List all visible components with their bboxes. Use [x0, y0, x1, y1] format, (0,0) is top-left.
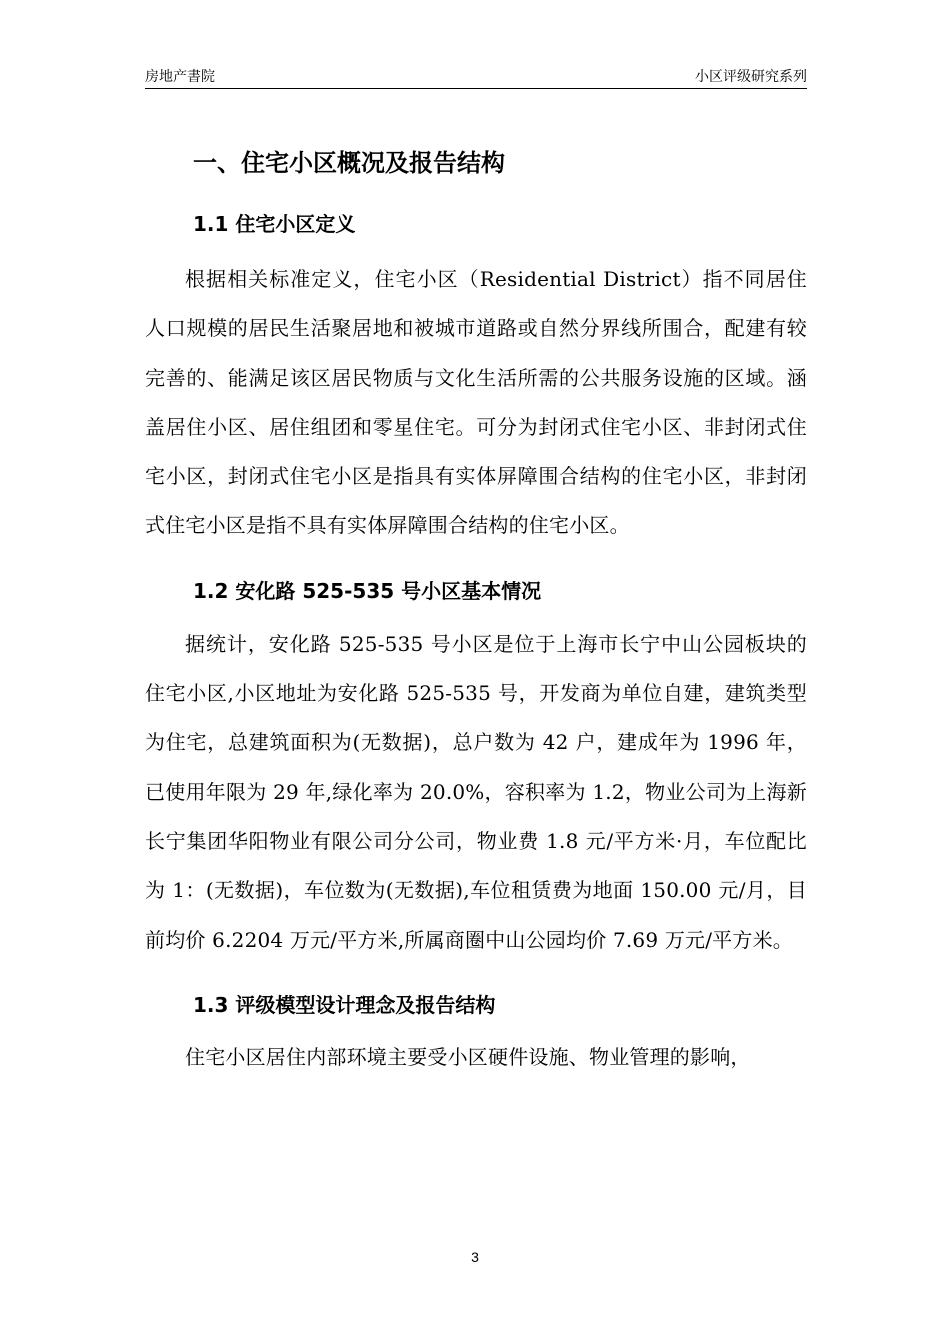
page-header — [145, 66, 807, 88]
section-title: 一、住宅小区概况及报告结构 — [193, 149, 505, 177]
paragraph-rating-model: 住宅小区居住内部环境主要受小区硬件设施、物业管理的影响， — [185, 1044, 751, 1069]
page-body — [145, 140, 807, 1082]
header-divider — [145, 88, 807, 89]
subsection-heading-1-3: 1.3 评级模型设计理念及报告结构 — [193, 992, 496, 1017]
header-publisher: 房地产書院 — [145, 69, 215, 85]
header-series-title: 小区评级研究系列 — [695, 69, 807, 85]
paragraph-residential-definition: 根据相关标准定义，住宅小区（Residential District）指不同居住人口规模的居民生活聚居地和被城市道路或自然分界线所围合，配建有较完善的、能满足该区居民物质与文化生活所需的公共服务设施的区域。涵盖居住小区、居住组团和零星住宅。可分为封闭式住宅小区、非封闭式住宅小区，封闭式住宅小区是指具有实体屏障围合结构的住宅小区，非封闭式住宅小区是指不具有实体屏障围合结构的住宅小区。 — [145, 267, 807, 538]
subsection-heading-1-2: 1.2 安化路 525-535 号小区基本情况 — [193, 578, 542, 603]
paragraph-community-overview: 据统计，安化路 525-535 号小区是位于上海市长宁中山公园板块的住宅小区,小区地址为安化路 525-535 号，开发商为单位自建，建筑类型为住宅，总建筑面积为(无数据)，总户数为 42 户，建成年为 1996 年，已使用年限为 29 年,绿化率为 20.0%，容积率为 1.2，物业公司为上海新长宁集团华阳物业有限公司分公司，物业费 1.8 元/平方米·月，车位配比为 1：(无数据)，车位数为(无数据),车位租赁费为地面 150.00 元/月，目前均价 6.2204 万元/平方米,所属商圈中山公园均价 7.69 万元/平方米。 — [145, 631, 807, 952]
page-number: 3 — [471, 1249, 479, 1265]
subsection-heading-1-1: 1.1 住宅小区定义 — [193, 212, 356, 236]
